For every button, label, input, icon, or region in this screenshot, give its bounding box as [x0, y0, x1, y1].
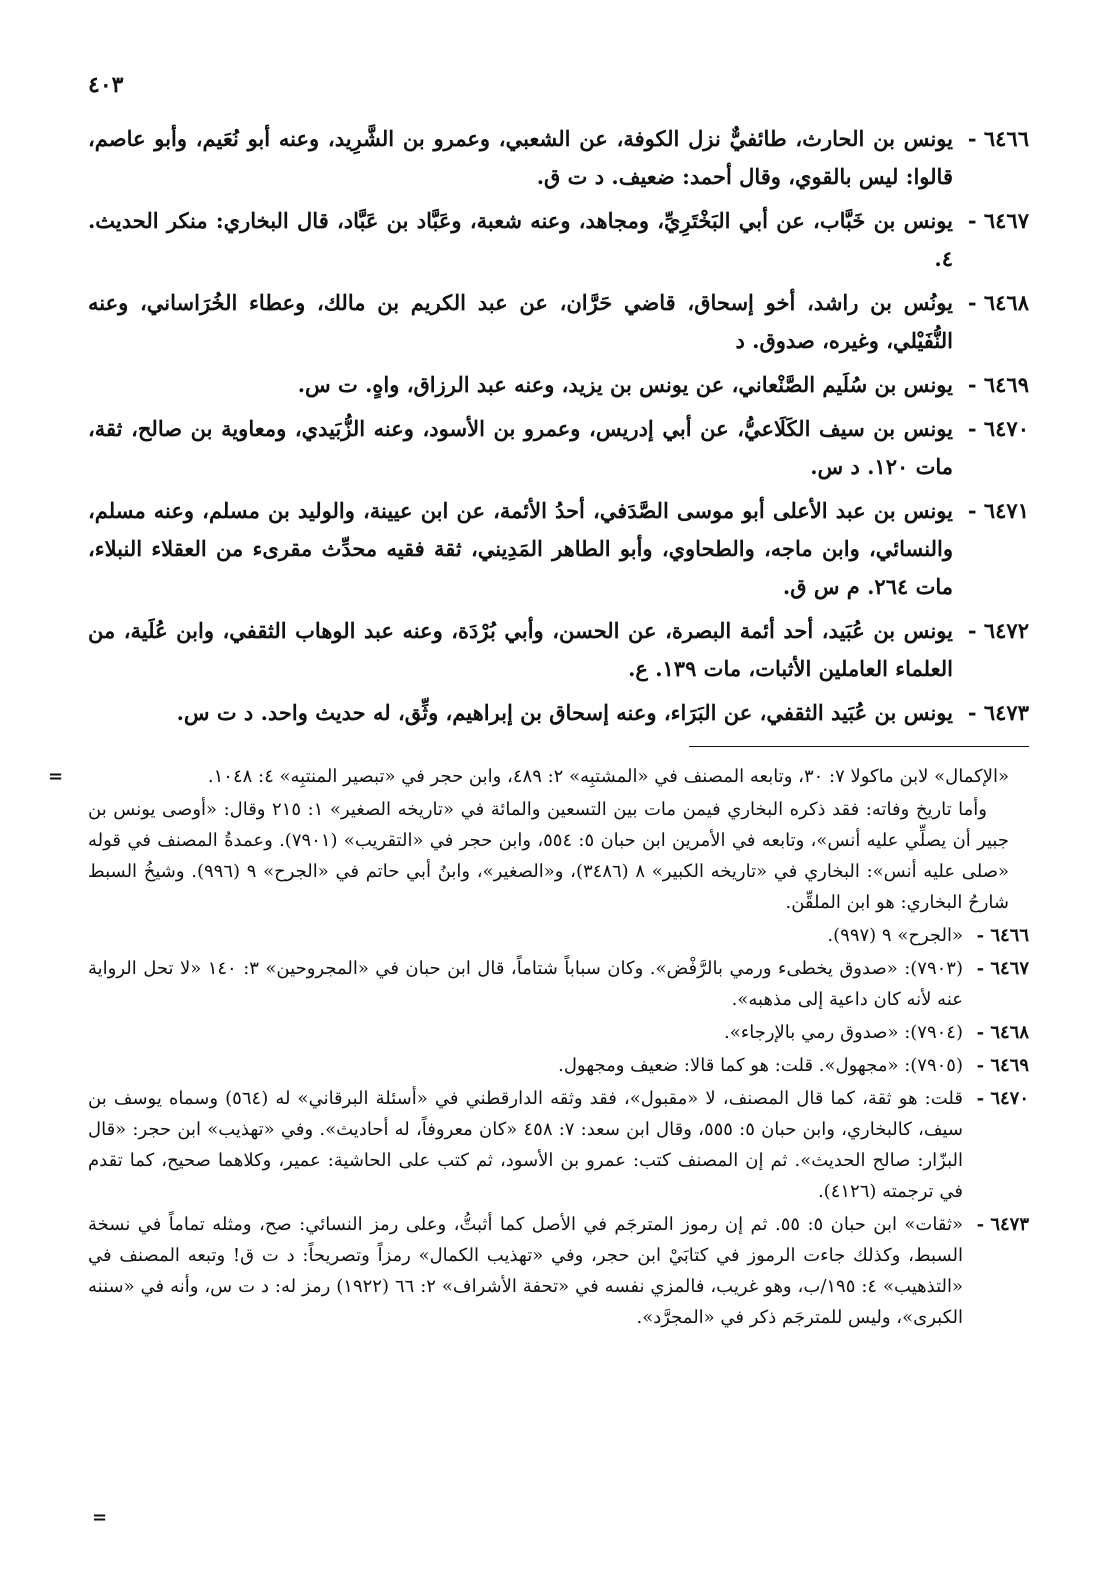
footnote-6473: [88, 1209, 1029, 1333]
footnote-6468: [88, 1017, 1029, 1048]
entry-text: يونس بن عبد الأعلى أبو موسى الصَّدَفي، أحدُ الأئمة، عن ابن عيينة، والوليد بن مسلم، وعنه مسلم، والنسائي، وابن ماجه، والطحاوي، وأبو الطاهر المَدِيني، ثقة فقيه محدِّث مقرىء من العقلاء النبلاء، مات ٢٦٤. م س ق.: [88, 498, 953, 599]
footnote-6466: [88, 920, 1029, 951]
footnote-number: ٦٤٦٩ -: [976, 1055, 1029, 1076]
footnote-divider: [689, 746, 1029, 747]
entry-text: يونس بن عُبَيد الثقفي، عن البَرَاء، وعنه إسحاق بن إبراهيم، وثِّق، له حديث واحد. د ت س.: [176, 700, 953, 725]
footnote-text: «الإكمال» لابن ماكولا ٧: ٣٠، وتابعه المصنف في «المشتبِه» ٢: ٤٨٩، وابن حجر في «تبصير المنتبِه» ٤: ١٠٤٨.: [207, 766, 1009, 787]
footnote-number: ٦٤٧٣ -: [976, 1214, 1029, 1235]
footnote-number: ٦٤٦٧ -: [976, 958, 1029, 979]
footnote-6469: [88, 1050, 1029, 1081]
entry-text: يونس بن عُبَيد، أحد أئمة البصرة، عن الحسن، وأبي بُرْدَة، وعنه عبد الوهاب الثقفي، وابن عُلَية، من العلماء العاملين الأثبات، مات ١٣٩. ع.: [88, 618, 953, 681]
entry-number: ٦٤٦٨ -: [967, 290, 1029, 315]
entry-6473: [88, 694, 1029, 732]
footnotes: [48, 761, 1029, 1333]
entry-number: ٦٤٦٦ -: [967, 126, 1029, 151]
entry-number: ٦٤٧٣ -: [967, 700, 1029, 725]
entry-number: ٦٤٧٢ -: [967, 618, 1029, 643]
entry-6471: [88, 492, 1029, 606]
entry-text: يونس بن خَبَّاب، عن أبي البَخْتَرِيِّ، ومجاهد، وعنه شعبة، وعَبَّاد بن عَبَّاد، قال البخاري: منكر الحديث. ٤.: [88, 208, 953, 271]
entry-6468: [88, 284, 1029, 360]
footnote-continuation: [48, 761, 1029, 792]
entry-6469: [88, 366, 1029, 404]
footnote-6470: [88, 1083, 1029, 1207]
footnote-text: (٧٩٠٤): «صدوق رمي بالإرجاء».: [724, 1022, 963, 1043]
footnote-text: قلت: هو ثقة، كما قال المصنف، لا «مقبول»، فقد وثقه الدارقطني في «أسئلة البرقاني» له (٥٦٤) وسماه يوسف بن سيف، كالبخاري، وابن حبان ٥: ٥٥٥، وقال ابن سعد: ٧: ٤٥٨ «كان معروفاً، له أحاديث». وفي «تهذيب» ابن حجر: «قال البزّار: صالح الحديث». ثم إن المصنف كتب: عمرو بن الأسود، ثم كتب على الحاشية: عمير، وكلاهما صحيح، كما تقدم في ترجمته (٤١٢٦).: [88, 1088, 963, 1202]
footnote-paragraph: [88, 794, 1029, 918]
entry-number: ٦٤٧١ -: [967, 498, 1029, 523]
footnote-number: ٦٤٦٨ -: [976, 1022, 1029, 1043]
footnote-number: ٦٤٦٦ -: [976, 925, 1029, 946]
footnote-number: ٦٤٧٠ -: [976, 1088, 1029, 1109]
entry-text: يونس بن سيف الكَلَاعيُّ، عن أبي إدريس، وعمرو بن الأسود، وعنه الزُّبَيدي، ومعاوية بن صالح، ثقة، مات ١٢٠. د س.: [88, 416, 953, 479]
entry-text: يونس بن سُلَيم الصَّنْعاني، عن يونس بن يزيد، وعنه عبد الرزاق، واهٍ. ت س.: [297, 372, 953, 397]
footnote-text: «الجرح» ٩ (٩٩٧).: [827, 925, 963, 946]
footnote-6467: [88, 953, 1029, 1015]
entry-6470: [88, 410, 1029, 486]
footnote-text: (٧٩٠٣): «صدوق يخطىء ورمي بالرَّفْض». وكان سباباً شتاماً، قال ابن حبان في «المجروحين» ٣: ١٤٠ «لا تحل الرواية عنه لأنه كان داعية إلى مذهبه».: [88, 958, 963, 1010]
page-number: ٤٠٣: [88, 72, 124, 98]
page-end-mark: =: [92, 1507, 108, 1528]
footnote-text: وأما تاريخ وفاته: فقد ذكره البخاري فيمن مات بين التسعين والمائة في «تاريخه الصغير» ١: ٢١٥ وقال: «أوصى يونس بن جبير أن يصلِّي عليه أنس»، وتابعه في الأمرين ابن حبان ٥: ٥٥٤، وابن حجر في «التقريب» (٧٩٠١). وعمدةُ المصنف في قوله «صلى عليه أنس»: البخاري في «تاريخه الكبير» ٨ (٣٤٨٦)، و«الصغير»، وابنُ أبي حاتم في «الجرح» ٩ (٩٩٦). وشيخُ السبط شارحُ البخاري: هو ابن الملقِّن.: [88, 799, 1010, 913]
entry-6472: [88, 612, 1029, 688]
footnote-text: (٧٩٠٥): «مجهول». قلت: هو كما قالا: ضعيف ومجهول.: [558, 1055, 963, 1076]
entry-number: ٦٤٧٠ -: [967, 416, 1029, 441]
entry-text: يونس بن الحارث، طائفيٌّ نزل الكوفة، عن الشعبي، وعمرو بن الشَّرِيد، وعنه أبو نُعَيم، وأبو عاصم، قالوا: ليس بالقوي، وقال أحمد: ضعيف. د ت ق.: [88, 126, 953, 189]
entries-list: [88, 120, 1029, 732]
entry-number: ٦٤٦٩ -: [967, 372, 1029, 397]
entry-number: ٦٤٦٧ -: [967, 208, 1029, 233]
entry-6466: [88, 120, 1029, 196]
footnote-text: «ثقات» ابن حبان ٥: ٥٥. ثم إن رموز المترجَم في الأصل كما أثبتُّ، وعلى رمز النسائي: صح، ومثله تماماً في نسخة السبط، وكذلك جاءت الرموز في كتابَيْ ابن حجر، وفي «تهذيب الكمال» رمزاً وتصريحاً: د ت ق! وتبعه المصنف في «التذهيب» ٤: ١٩٥/ب، وهو غريب، فالمزي نفسه في «تحفة الأشراف» ٢: ٦٦ (١٩٢٢) رمز له: د ت س، وأنه في «سننه الكبرى»، وليس للمترجَم ذكر في «المجرَّد».: [88, 1214, 964, 1328]
continuation-mark: =: [48, 766, 64, 787]
entry-6467: [88, 202, 1029, 278]
entry-text: يونُس بن راشد، أخو إسحاق، قاضي حَرَّان، عن عبد الكريم بن مالك، وعطاء الخُرَاساني، وعنه النُّفَيْلي، وغيره، صدوق. د: [88, 290, 953, 353]
